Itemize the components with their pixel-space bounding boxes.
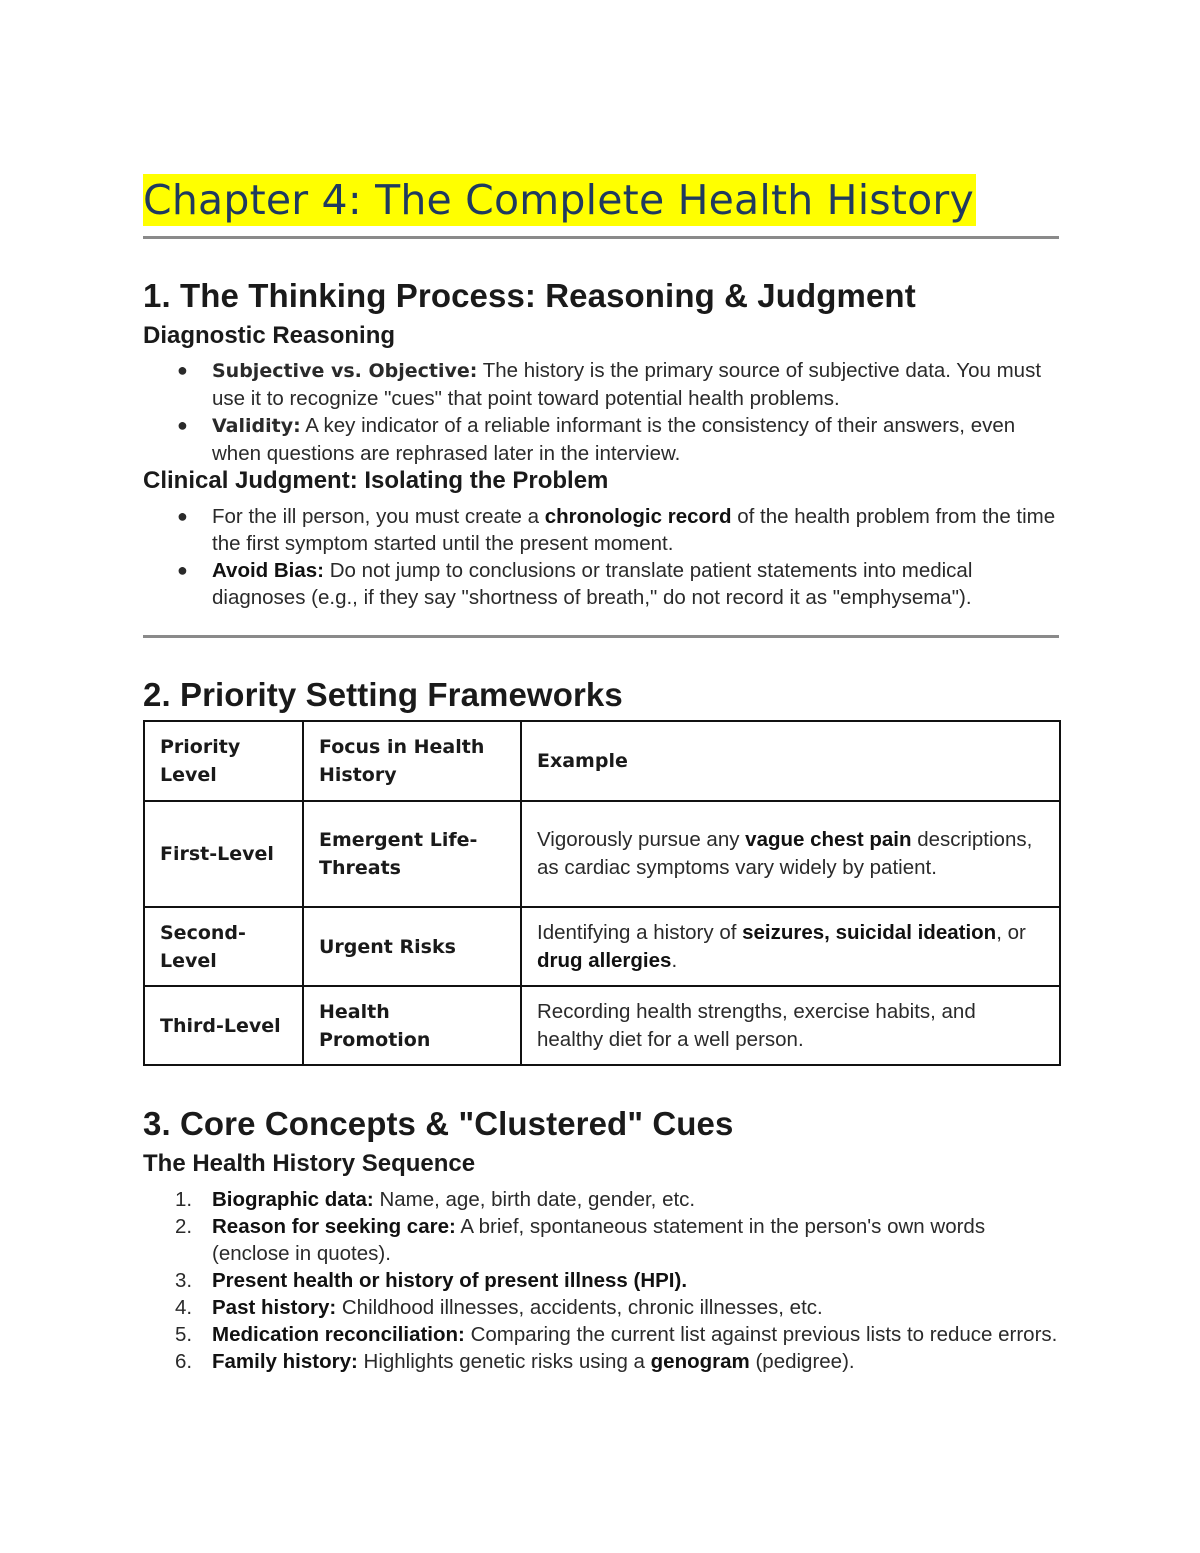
level-cell: Second-Level [144,907,303,986]
header-cell: Focus in Health History [303,721,521,801]
item-bold: genogram [650,1350,750,1373]
example-cell [521,986,1060,1065]
bullet-icon: ● [177,506,188,526]
item-text: A brief, spontaneous statement in the person's own words (enclose in quotes). [212,1215,986,1265]
example-bold: vague chest pain [745,828,912,851]
item-number: 6. [175,1350,193,1373]
list-item [143,557,1059,611]
item-text: Do not jump to conclusions or translate patient statements into medical diagnoses (e.g., if they say "shortness of breath," do not record it as "emphysema"). [212,559,973,609]
focus-cell: Urgent Risks [303,907,521,986]
item-number: 1. [175,1188,193,1211]
example-text: descriptions, as cardiac symptoms vary widely by patient. [537,828,1033,879]
item-number: 4. [175,1296,193,1319]
diagnostic-reasoning-heading: Diagnostic Reasoning [143,322,396,349]
bullet-icon: ● [177,360,188,380]
diagnostic-reasoning-list [143,357,1059,467]
list-item [143,1348,1059,1375]
list-item [143,412,1059,467]
item-bold: chronologic record [544,505,732,528]
section-2-heading: 2. Priority Setting Frameworks [143,676,623,713]
section-3-heading: 3. Core Concepts & "Clustered" Cues [143,1105,734,1142]
section-1-heading: 1. The Thinking Process: Reasoning & Judgment [143,277,916,314]
example-text: , or [996,920,1026,944]
item-label: Avoid Bias: [212,559,325,582]
sequence-list [143,1186,1059,1375]
list-item [143,1267,1059,1294]
item-label: Past history: [212,1296,337,1319]
table-row [144,986,1060,1065]
focus-cell: Emergent Life-Threats [303,801,521,907]
item-text: The history is the primary source of subjective data. You must use it to recognize "cues" that point toward potential health problems. [212,359,1042,410]
table-header-row [144,721,1060,801]
item-text-post: (pedigree). [749,1350,855,1373]
focus-cell: Health Promotion [303,986,521,1065]
example-cell [521,801,1060,907]
level-cell: Third-Level [144,986,303,1065]
example-cell [521,907,1060,986]
item-label: Reason for seeking care: [212,1215,456,1238]
example-bold: seizures, suicidal ideation [742,920,997,944]
item-text-pre: For the ill person, you must create a [212,505,545,528]
health-history-sequence-heading: The Health History Sequence [143,1150,476,1177]
list-item [143,1186,1059,1213]
clinical-judgment-heading: Clinical Judgment: Isolating the Problem [143,467,609,494]
example-text: Recording health strengths, exercise habits, and healthy diet for a well person. [537,999,976,1051]
table-row [144,801,1060,907]
item-text: Highlights genetic risks using a [357,1350,651,1373]
divider-rule [143,236,1059,239]
item-number: 2. [175,1215,193,1238]
item-label: Subjective vs. Objective: [212,360,478,382]
bullet-icon: ● [177,415,188,435]
list-item [143,357,1059,412]
level-cell: First-Level [144,801,303,907]
item-label: Medication reconciliation: [212,1323,465,1346]
item-label: Biographic data: [212,1188,374,1211]
header-cell: Example [521,721,1060,801]
clinical-judgment-list [143,503,1059,611]
example-text: Identifying a history of [537,920,743,944]
example-text: Vigorously pursue any [537,828,746,851]
list-item [143,1213,1059,1267]
item-label: Family history: [212,1350,358,1373]
priority-table [143,720,1061,1066]
header-cell: Priority Level [144,721,303,801]
title-wrap [143,174,976,226]
document-title: Chapter 4: The Complete Health History [143,176,974,224]
list-item [143,1321,1059,1348]
item-text: Comparing the current list against previous lists to reduce errors. [464,1323,1058,1346]
list-item [143,503,1059,557]
list-item [143,1294,1059,1321]
example-bold: drug allergies [537,948,672,972]
divider-rule [143,635,1059,638]
item-text: Childhood illnesses, accidents, chronic illnesses, etc. [336,1296,823,1319]
bullet-icon: ● [177,560,188,580]
item-number: 5. [175,1323,193,1346]
item-label: Validity: [212,415,301,437]
item-text-post: of the health problem from the time the first symptom started until the present moment. [212,505,1056,555]
item-label: Present health or history of present illness (HPI). [212,1269,688,1292]
item-text: A key indicator of a reliable informant is the consistency of their answers, even when questions are rephrased later in the interview. [212,414,1016,465]
example-text: . [671,948,678,972]
item-text: Name, age, birth date, gender, etc. [373,1188,696,1211]
table-row [144,907,1060,986]
item-number: 3. [175,1269,193,1292]
